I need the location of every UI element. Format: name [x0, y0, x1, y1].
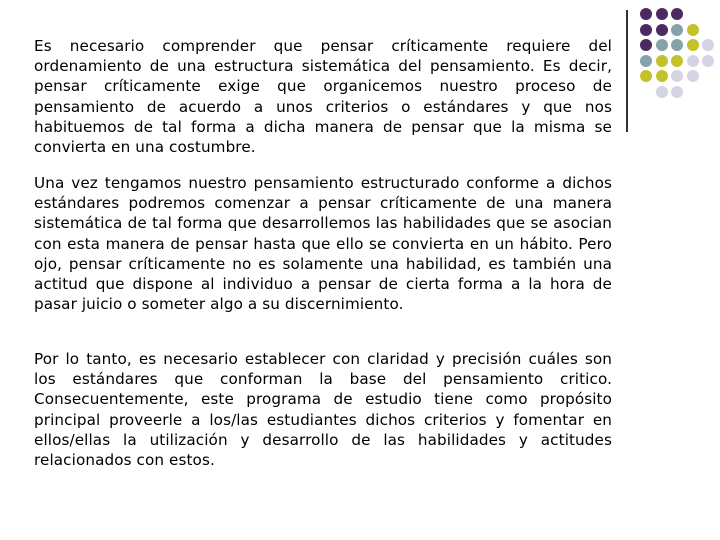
decorative-dot: [702, 55, 714, 67]
decorative-divider-line: [626, 10, 628, 132]
paragraph-1: Es necesario comprender que pensar críticamente requiere del ordenamiento de una estructura sistemática del pensamiento. Es decir, pensar críticamente exige que organicemos nuestro proceso de pensamiento de acuerdo a unos criterios o estándares y que nos habituemos de tal forma a dicha manera de pensar que la misma se convierta en una costumbre.: [34, 37, 612, 157]
decorative-dot: [640, 39, 652, 51]
decorative-dot: [702, 39, 714, 51]
decorative-dot: [687, 55, 699, 67]
decorative-dot: [671, 24, 683, 36]
decorative-dot: [640, 24, 652, 36]
decorative-dot: [640, 8, 652, 20]
decorative-dot: [671, 55, 683, 67]
decorative-dot: [671, 39, 683, 51]
decorative-dot: [671, 70, 683, 82]
decorative-dot: [671, 86, 683, 98]
decorative-dot: [640, 70, 652, 82]
decorative-dot: [656, 55, 668, 67]
decorative-dot: [687, 39, 699, 51]
decorative-dot: [687, 24, 699, 36]
paragraph-2: Una vez tengamos nuestro pensamiento estructurado conforme a dichos estándares podremos comenzar a pensar críticamente de una manera sistemática de tal forma que desarrollemos las habilidades que se asocian con esta manera de pensar hasta que ello se convierta en un hábito. Pero ojo, pensar críticamente no es solamente una habilidad, es también una actitud que dispone al individuo a pensar de cierta forma a la hora de pasar juicio o someter algo a su discernimiento.: [34, 174, 612, 314]
decorative-dot: [656, 39, 668, 51]
decorative-dot: [656, 86, 668, 98]
decorative-dot: [656, 8, 668, 20]
decorative-dot: [671, 8, 683, 20]
decorative-dot: [687, 70, 699, 82]
decorative-dot: [656, 24, 668, 36]
decorative-dot: [640, 55, 652, 67]
decorative-dot: [656, 70, 668, 82]
decorative-dot-grid: [640, 8, 720, 120]
paragraph-3: Por lo tanto, es necesario establecer con claridad y precisión cuáles son los estándares que conforman la base del pensamiento critico. Consecuentemente, este programa de estudio tiene como propósito principal proveerle a los/las estudiantes dichos criterios y fomentar en ellos/ellas la utilización y desarrollo de las habilidades y actitudes relacionados con estos.: [34, 350, 612, 470]
